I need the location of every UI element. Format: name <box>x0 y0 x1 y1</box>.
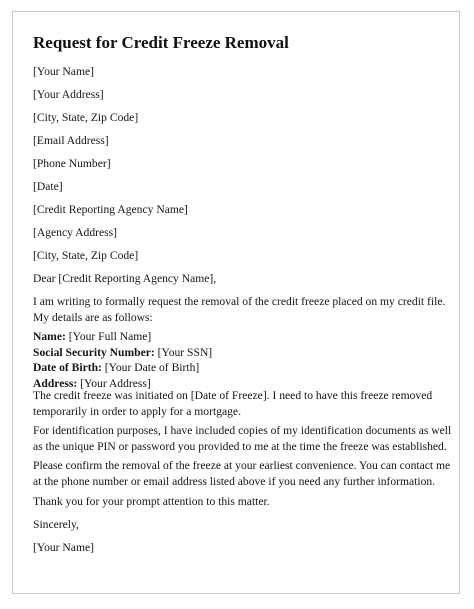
detail-dob-value: [Your Date of Birth] <box>101 361 200 374</box>
freeze-line-1: The credit freeze was initiated on [Date of Freeze]. I need to have this freeze removed <box>33 389 433 402</box>
identification-paragraph <box>33 423 452 454</box>
sender-city: [City, State, Zip Code] <box>33 111 139 124</box>
confirm-line-1: Please confirm the removal of the freeze at your earliest convenience. You can contact me <box>33 459 451 472</box>
detail-name-label: Name: <box>33 330 66 343</box>
detail-dob-label: Date of Birth: <box>33 361 102 374</box>
details-block <box>33 329 433 391</box>
identification-line-1: For identification purposes, I have included copies of my identification documents as well <box>33 424 452 437</box>
detail-name <box>33 329 433 345</box>
intro-line-2: My details are as follows: <box>33 310 153 324</box>
letter-title: Request for Credit Freeze Removal <box>33 33 289 52</box>
salutation: Dear [Credit Reporting Agency Name], <box>33 272 217 285</box>
detail-ssn <box>33 345 433 361</box>
confirm-paragraph <box>33 458 451 489</box>
sender-email: [Email Address] <box>33 134 109 147</box>
detail-dob <box>33 360 433 376</box>
sender-address: [Your Address] <box>33 88 104 101</box>
signature-name: [Your Name] <box>33 541 94 554</box>
sender-phone: [Phone Number] <box>33 157 111 170</box>
sender-name: [Your Name] <box>33 65 94 78</box>
detail-ssn-label: Social Security Number: <box>33 345 155 359</box>
closing-line: Sincerely, <box>33 518 79 531</box>
intro-paragraph <box>33 294 446 325</box>
identification-line-2: as the unique PIN or password you provided to me at the time the freeze was established. <box>33 439 447 453</box>
freeze-line-2: temporarily in order to apply for a mortgage. <box>33 404 241 418</box>
detail-ssn-value: [Your SSN] <box>154 345 213 359</box>
detail-address-label: Address: <box>33 376 78 390</box>
recipient-agency-name: [Credit Reporting Agency Name] <box>33 203 188 216</box>
detail-name-value: [Your Full Name] <box>65 330 152 343</box>
detail-address-value: [Your Address] <box>77 376 151 390</box>
thanks-line: Thank you for your prompt attention to this matter. <box>33 495 270 508</box>
intro-line-1: I am writing to formally request the removal of the credit freeze placed on my credit file. <box>33 295 446 308</box>
freeze-paragraph <box>33 388 433 419</box>
recipient-city: [City, State, Zip Code] <box>33 249 139 262</box>
confirm-line-2: at the phone number or email address listed above if you need any further information. <box>33 474 436 488</box>
recipient-address: [Agency Address] <box>33 226 118 239</box>
letter-date: [Date] <box>33 180 63 193</box>
